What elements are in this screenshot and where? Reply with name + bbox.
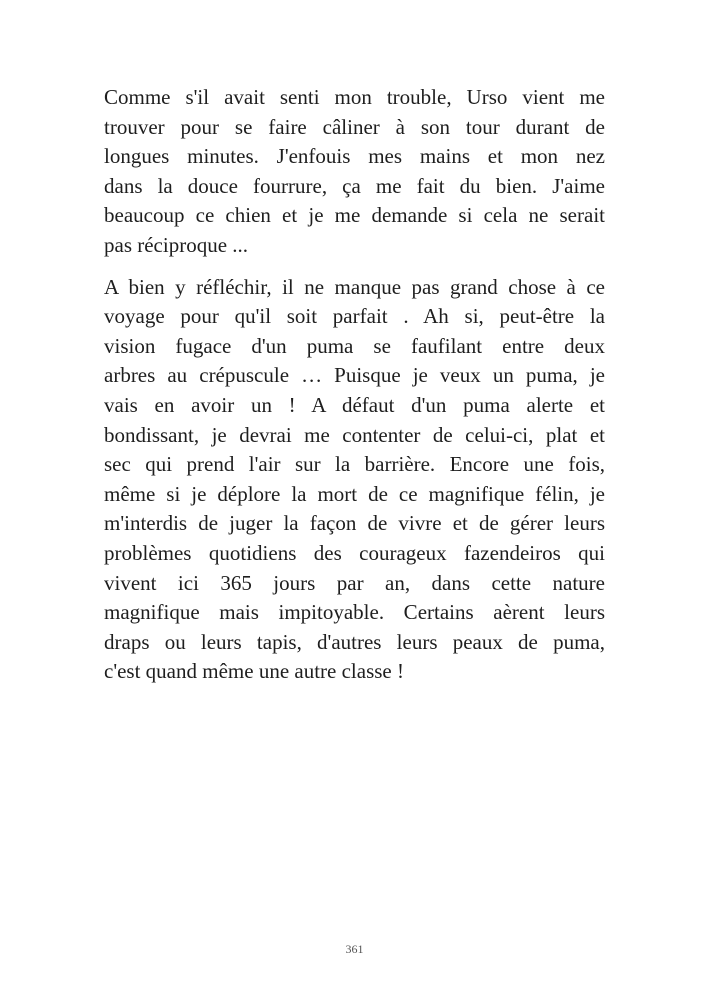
text-line: longues minutes. J'enfouis mes mains et mon nez bbox=[104, 144, 605, 169]
text-line: sec qui prend l'air sur la barrière. Encore une fois, bbox=[104, 452, 605, 477]
text-line: bondissant, je devrai me contenter de celui-ci, plat et bbox=[104, 422, 605, 447]
text-line: Comme s'il avait senti mon trouble, Urso vient me bbox=[104, 85, 605, 109]
text-line: c'est quand même une autre classe ! bbox=[104, 659, 404, 684]
text-line: trouver pour se faire câliner à son tour durant de bbox=[104, 114, 605, 139]
body-text bbox=[104, 83, 605, 687]
text-line: A bien y réfléchir, il ne manque pas grand chose à ce bbox=[104, 274, 605, 299]
text-line: pas réciproque ... bbox=[104, 232, 249, 257]
text-line: voyage pour qu'il soit parfait . Ah si, peut-être la bbox=[104, 304, 605, 329]
text-line: vision fugace d'un puma se faufilant entre deux bbox=[104, 333, 605, 358]
text-line: vivent ici 365 jours par an, dans cette nature bbox=[104, 570, 605, 595]
text-line: magnifique mais impitoyable. Certains aèrent leurs bbox=[104, 600, 605, 625]
text-line: draps ou leurs tapis, d'autres leurs peaux de puma, bbox=[104, 629, 605, 654]
text-line: arbres au crépuscule … Puisque je veux un puma, je bbox=[104, 363, 605, 388]
paragraph-1 bbox=[104, 83, 605, 261]
text-line: m'interdis de juger la façon de vivre et de gérer leurs bbox=[104, 511, 605, 536]
text-line: dans la douce fourrure, ça me fait du bien. J'aime bbox=[104, 173, 605, 198]
text-line: problèmes quotidiens des courageux fazendeiros qui bbox=[104, 540, 605, 565]
page-number: 361 bbox=[345, 942, 364, 956]
text-line: même si je déplore la mort de ce magnifique félin, je bbox=[104, 481, 605, 506]
paragraph-2 bbox=[104, 273, 605, 687]
text-line: vais en avoir un ! A défaut d'un puma alerte et bbox=[104, 392, 605, 417]
text-line: beaucoup ce chien et je me demande si cela ne serait bbox=[104, 203, 605, 228]
